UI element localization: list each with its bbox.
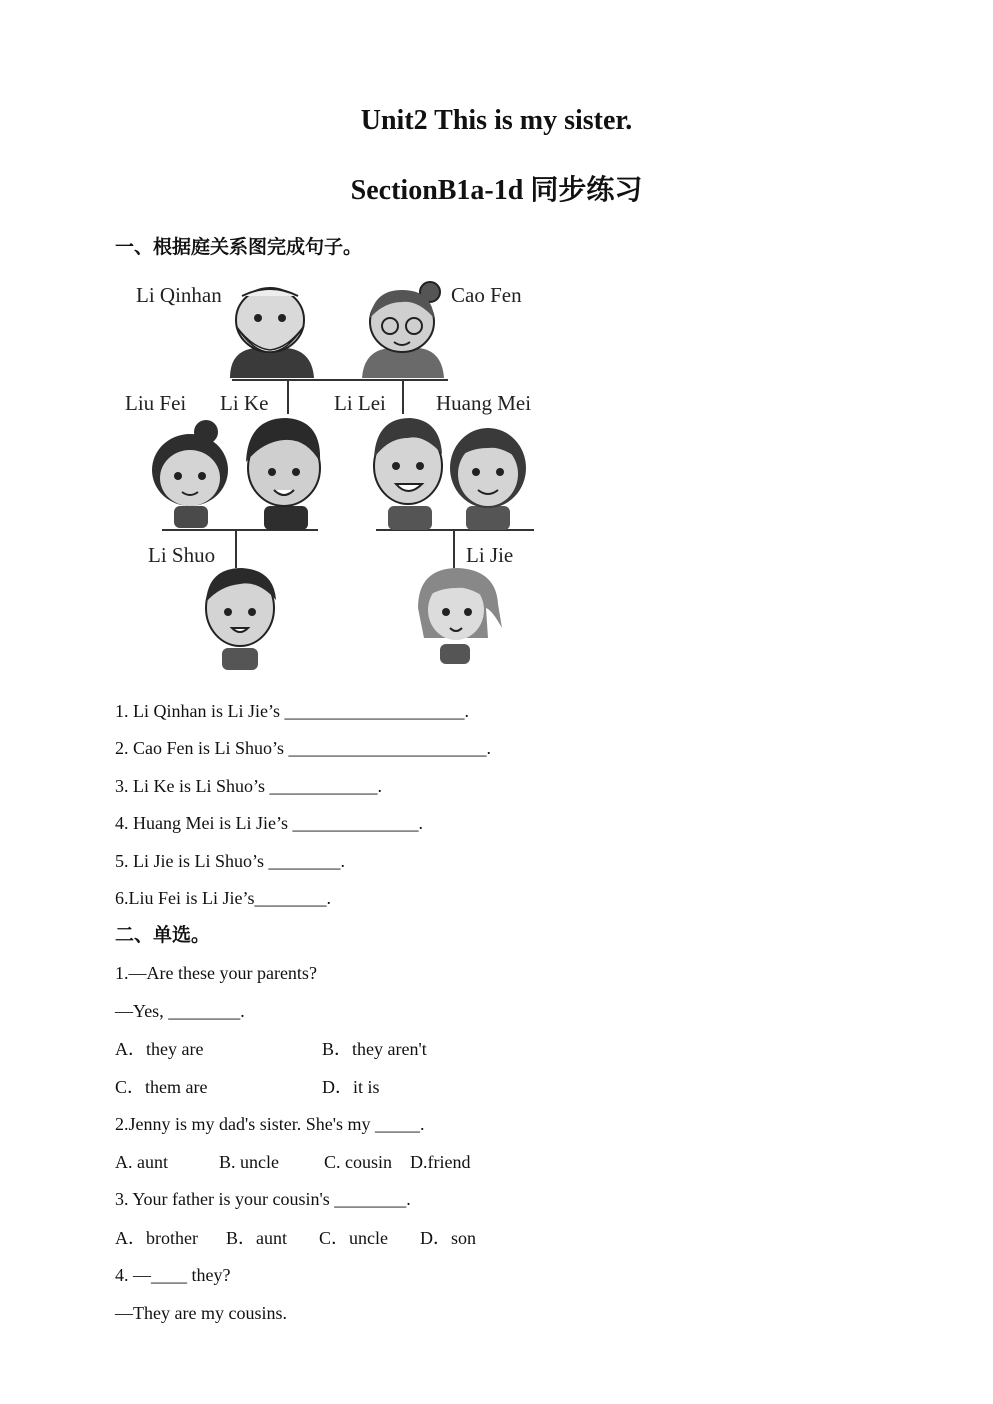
q2-stem: 2.Jenny is my dad's sister. She's my _____. xyxy=(115,1114,425,1134)
li-jie-portrait xyxy=(418,568,502,664)
huang-mei-portrait xyxy=(450,428,526,530)
label-li-jie: Li Jie xyxy=(466,543,514,567)
page-subtitle: SectionB1a-1d 同步练习 xyxy=(350,175,643,206)
label-li-qinhan: Li Qinhan xyxy=(136,283,222,307)
q1-option-b: B．they aren't xyxy=(322,1039,427,1059)
part2-heading: 二、单选。 xyxy=(115,925,211,946)
q1-option-a: A．they are xyxy=(115,1039,204,1059)
part1-item-1: 1. Li Qinhan is Li Jie’s ____________________. xyxy=(115,701,469,721)
q2-option-a: A. aunt xyxy=(115,1152,168,1172)
part1-item-6: 6.Liu Fei is Li Jie’s________. xyxy=(115,888,331,908)
q1-stem: 1.—Are these your parents? xyxy=(115,963,317,983)
q1-option-d: D．it is xyxy=(322,1077,380,1097)
page-title: Unit2 This is my sister. xyxy=(360,105,633,136)
li-shuo-portrait xyxy=(206,568,276,670)
q3-option-a: A．brother xyxy=(115,1228,198,1248)
label-cao-fen: Cao Fen xyxy=(451,283,522,307)
q2-option-c: C. cousin xyxy=(324,1152,393,1172)
q3-option-b: B．aunt xyxy=(226,1228,287,1248)
grandmother-portrait xyxy=(362,282,444,378)
q4-answer-line: —They are my cousins. xyxy=(115,1303,287,1323)
family-tree-figure xyxy=(118,278,558,678)
label-li-shuo: Li Shuo xyxy=(148,543,216,567)
part1-heading: 一、根据庭关系图完成句子。 xyxy=(115,237,363,258)
grandfather-portrait xyxy=(230,288,314,378)
label-huang-mei: Huang Mei xyxy=(436,391,532,415)
label-li-lei: Li Lei xyxy=(334,391,386,415)
part1-item-3: 3. Li Ke is Li Shuo’s ____________. xyxy=(115,776,383,796)
part1-item-5: 5. Li Jie is Li Shuo’s ________. xyxy=(115,851,346,871)
li-lei-portrait xyxy=(374,418,442,530)
q1-option-c: C．them are xyxy=(115,1077,208,1097)
q3-option-c: C．uncle xyxy=(319,1228,388,1248)
q4-stem: 4. —____ they? xyxy=(115,1265,231,1285)
q3-option-d: D．son xyxy=(420,1228,477,1248)
label-liu-fei: Liu Fei xyxy=(125,391,187,415)
part1-item-2: 2. Cao Fen is Li Shuo’s ______________________. xyxy=(115,738,492,758)
q1-answer-line: —Yes, ________. xyxy=(115,1001,245,1021)
q3-stem: 3. Your father is your cousin's ________. xyxy=(115,1189,411,1209)
q2-option-b: B. uncle xyxy=(219,1152,279,1172)
q2-option-d: D.friend xyxy=(410,1152,471,1172)
label-li-ke: Li Ke xyxy=(220,391,269,415)
liu-fei-portrait xyxy=(152,420,228,528)
part1-item-4: 4. Huang Mei is Li Jie’s ______________. xyxy=(115,813,423,833)
li-ke-portrait xyxy=(246,418,320,530)
